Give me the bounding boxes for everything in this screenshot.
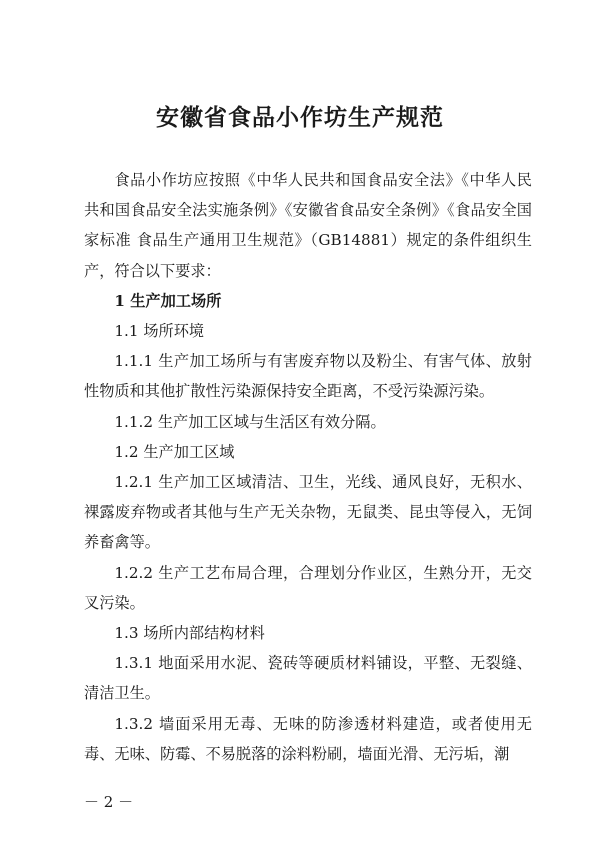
clause-paragraph: 1.2.1 生产加工区域清洁、卫生，光线、通风良好，无积水、裸露废弃物或者其他与生产无关杂物，无鼠类、昆虫等侵入，无饲养畜禽等。 xyxy=(84,473,532,552)
clause-paragraph: 1.1.1 生产加工场所与有害废弃物以及粉尘、有害气体、放射性物质和其他扩散性污染源保持安全距离，不受污染源污染。 xyxy=(84,352,532,401)
clause-paragraph: 1.2.2 生产工艺布局合理，合理划分作业区，生熟分开，无交叉污染。 xyxy=(84,563,532,612)
subsection-heading: 1.1 场所环境 xyxy=(114,322,205,341)
clause-paragraph: 1.1.2 生产加工区域与生活区有效分隔。 xyxy=(114,412,386,431)
section-heading: 1 生产加工场所 xyxy=(114,291,222,310)
subsection-heading: 1.3 场所内部结构材料 xyxy=(114,624,265,643)
document-title: 安徽省食品小作坊生产规范 xyxy=(156,104,444,131)
clause-paragraph: 1.3.2 墙面采用无毒、无味的防渗透材料建造，或者使用无毒、无味、防霉、不易脱落的涂料粉刷，墙面光滑、无污垢，潮 xyxy=(84,714,532,763)
subsection-heading: 1.2 生产加工区域 xyxy=(114,442,235,461)
page-number: － 2 － xyxy=(84,793,134,811)
document-body xyxy=(84,165,532,769)
clause-paragraph: 1.3.1 地面采用水泥、瓷砖等硬质材料铺设，平整、无裂缝、清洁卫生。 xyxy=(84,654,532,703)
intro-paragraph: 食品小作坊应按照《中华人民共和国食品安全法》《中华人民共和国食品安全法实施条例》《安徽省食品安全条例》《食品安全国家标准 食品生产通用卫生规范》（GB14881）规定的条件组织生产，符合以下要求： xyxy=(84,171,532,280)
